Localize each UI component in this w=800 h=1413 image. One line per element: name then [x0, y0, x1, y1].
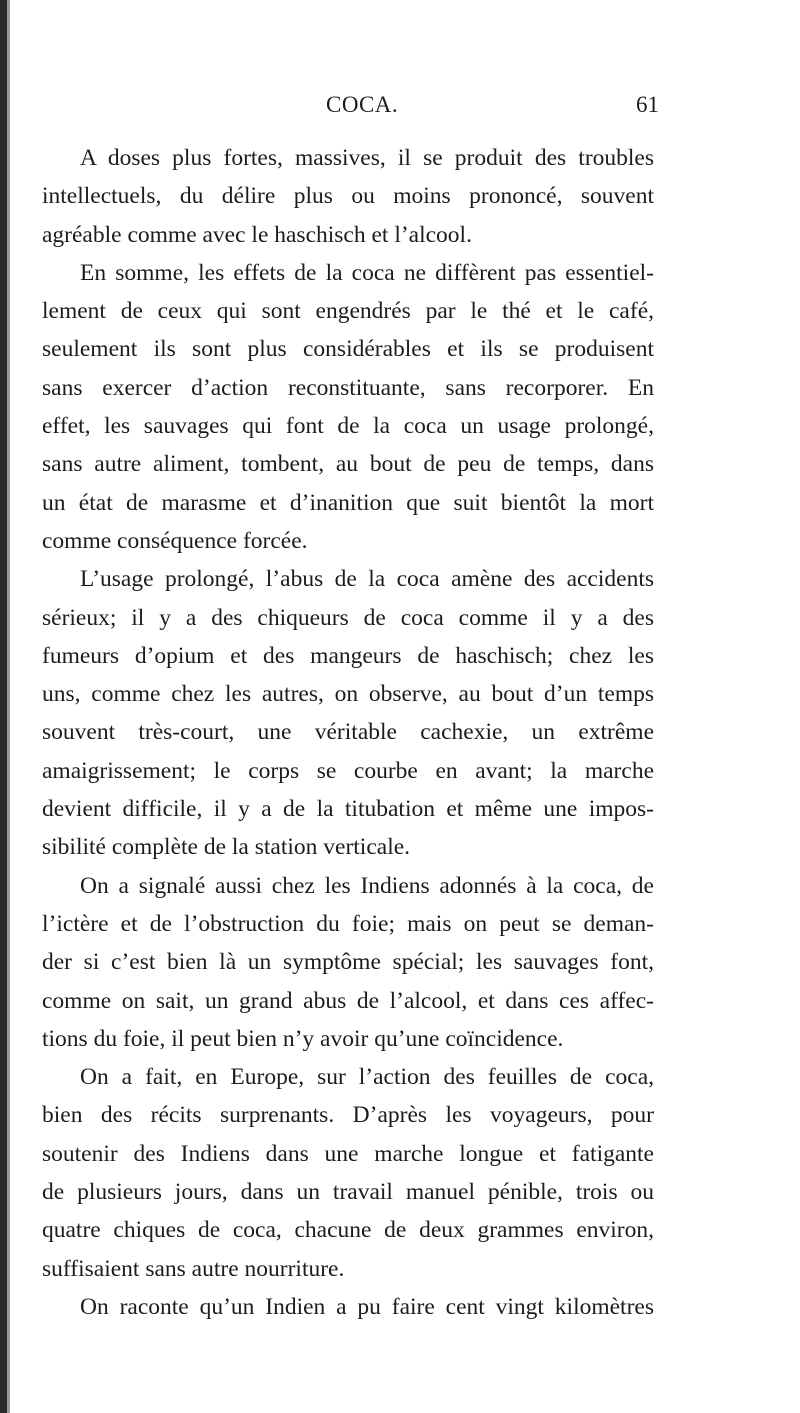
page-number: 61: [636, 92, 659, 117]
text-line: bien des récits surprenants. D’après les voyageurs, pour: [42, 1102, 654, 1129]
text-line: suffisaient sans autre nourriture.: [42, 1255, 345, 1282]
text-line: agréable comme avec le haschisch et l’alcool.: [42, 221, 472, 248]
running-title: COCA.: [326, 92, 399, 117]
text-line: quatre chiques de coca, chacune de deux grammes environ,: [42, 1217, 654, 1244]
running-head: [0, 92, 800, 122]
text-line: fumeurs d’opium et des mangeurs de haschisch; chez les: [42, 642, 654, 669]
text-line: On raconte qu’un Indien a pu faire cent vingt kilomètres: [80, 1293, 654, 1320]
text-line: sérieux; il y a des chiqueurs de coca comme il y a des: [42, 604, 654, 631]
text-line: amaigrissement; le corps se courbe en avant; la marche: [42, 757, 654, 784]
text-line: En somme, les effets de la coca ne diffèrent pas essentiel-: [80, 259, 654, 286]
text-line: On a signalé aussi chez les Indiens adonnés à la coca, de: [80, 872, 654, 899]
text-line: sibilité complète de la station verticale.: [42, 834, 411, 861]
text-line: intellectuels, du délire plus ou moins prononcé, souvent: [42, 183, 654, 210]
text-line: tions du foie, il peut bien n’y avoir qu’une coïncidence.: [42, 1025, 564, 1052]
text-line: comme on sait, un grand abus de l’alcool, et dans ces affec-: [42, 987, 654, 1014]
text-line: On a fait, en Europe, sur l’action des feuilles de coca,: [80, 1064, 654, 1091]
text-line: lement de ceux qui sont engendrés par le thé et le café,: [42, 298, 654, 325]
text-line: de plusieurs jours, dans un travail manuel pénible, trois ou: [42, 1179, 654, 1206]
text-line: devient difficile, il y a de la titubation et même une impos-: [42, 796, 654, 823]
text-line: seulement ils sont plus considérables et ils se produisent: [42, 336, 654, 363]
text-line: L’usage prolongé, l’abus de la coca amène des accidents: [80, 566, 654, 593]
text-line: comme conséquence forcée.: [42, 527, 308, 554]
text-line: A doses plus fortes, massives, il se produit des troubles: [80, 145, 654, 171]
text-line: der si c’est bien là un symptôme spécial; les sauvages font,: [42, 949, 654, 976]
text-line: sans exercer d’action reconstituante, sans recorporer. En: [42, 374, 654, 401]
text-line: souvent très-court, une véritable cachexie, un extrême: [42, 719, 654, 746]
page-binding-edge: [0, 0, 7, 1413]
text-line: soutenir des Indiens dans une marche longue et fatigante: [42, 1140, 654, 1167]
text-line: effet, les sauvages qui font de la coca un usage prolongé,: [42, 413, 654, 440]
text-line: sans autre aliment, tombent, au bout de peu de temps, dans: [42, 451, 654, 478]
text-line: un état de marasme et d’inanition que suit bientôt la mort: [42, 489, 654, 516]
text-line: uns, comme chez les autres, on observe, au bout d’un temps: [42, 681, 654, 708]
page-binding-shadow: [7, 0, 10, 1413]
text-line: l’ictère et de l’obstruction du foie; mais on peut se deman-: [42, 910, 654, 937]
body-text: [42, 139, 654, 1326]
